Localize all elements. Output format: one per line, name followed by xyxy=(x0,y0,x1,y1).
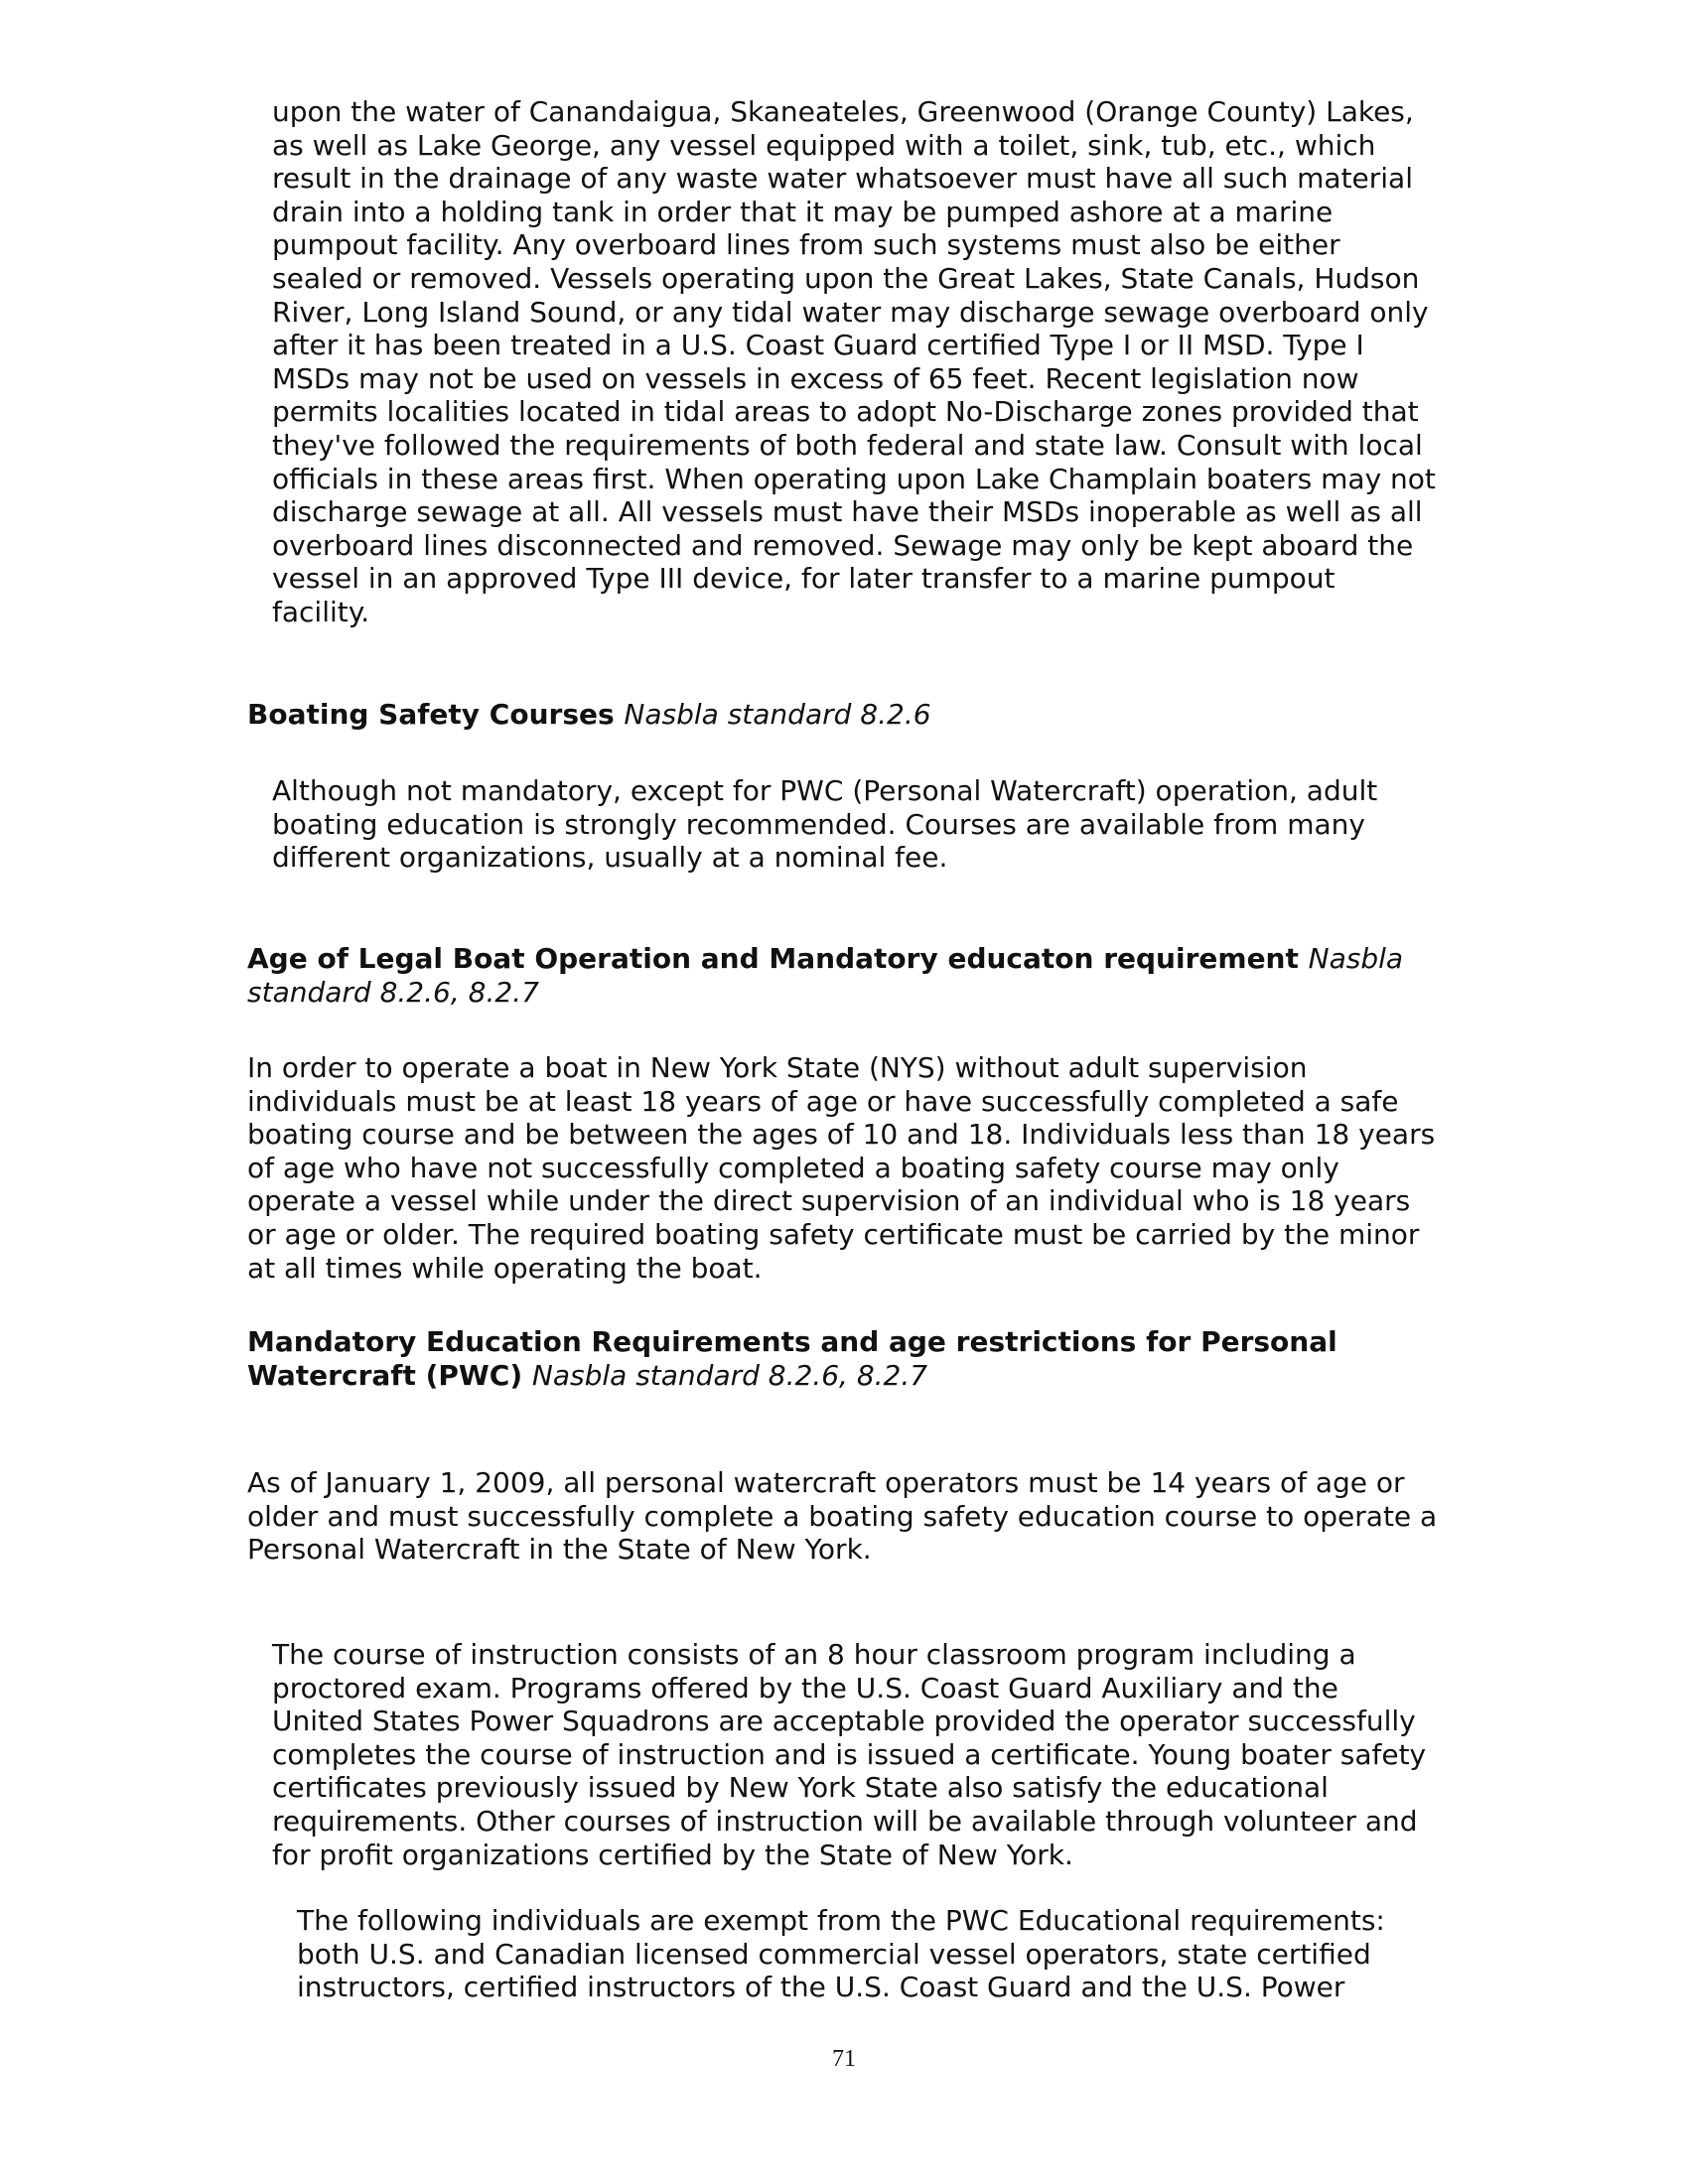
paragraph-course-of-instruction: The course of instruction consists of an 8 hour classroom program including a proctored exam. Programs offered by the U.S. Coast Guard Auxiliary and the United States Power Squadrons are acceptable provided the operator successfully completes the course of instruction and is issued a certificate. Young boater safety certificates previously issued by New York State also satisfy the educational requirements. Other courses of instruction will be available through volunteer and for profit organizations certified by the State of New York. xyxy=(272,1638,1427,1871)
paragraph-pwc-exemptions: The following individuals are exempt from the PWC Educational requirements: both U.S. and Canadian licensed commercial vessel operators, state certified instructors, certified instructors of the U.S. Coast Guard and the U.S. Power xyxy=(297,1904,1385,2004)
heading-legal-boat-operation-age-standard: Nasbla standard 8.2.6, 8.2.7 xyxy=(247,942,1404,1009)
heading-legal-boat-operation-age-title: Age of Legal Boat Operation and Mandatory educaton requirement xyxy=(247,942,1299,975)
paragraph-pwc-operator-age: As of January 1, 2009, all personal watercraft operators must be 14 years of age or older and must successfully complete a boating safety education course to operate a Personal Watercraft in the State of New York. xyxy=(247,1466,1438,1567)
heading-legal-boat-operation-age xyxy=(247,942,1419,1009)
paragraph-sewage-discharge: upon the water of Canandaigua, Skaneateles, Greenwood (Orange County) Lakes, as well as Lake George, any vessel equipped with a toilet, sink, tub, etc., which result in the drainage of any waste water whatsoever must have all such material drain into a holding tank in order that it may be pumped ashore at a marine pumpout facility. Any overboard lines from such systems must also be either sealed or removed. Vessels operating upon the Great Lakes, State Canals, Hudson River, Long Island Sound, or any tidal water may discharge sewage overboard only after it has been treated in a U.S. Coast Guard certified Type I or II MSD. Type I MSDs may not be used on vessels in excess of 65 feet. Recent legislation now permits localities located in tidal areas to adopt No-Discharge zones provided that they've followed the requirements of both federal and state law. Consult with local officials in these areas first. When operating upon Lake Champlain boaters may not discharge sewage at all. All vessels must have their MSDs inoperable as well as all overboard lines disconnected and removed. Sewage may only be kept aboard the vessel in an approved Type III device, for later transfer to a marine pumpout facility. xyxy=(272,95,1436,628)
page-number: 71 xyxy=(832,2046,856,2072)
heading-pwc-education-requirements xyxy=(247,1325,1359,1392)
paragraph-nys-operation-age: In order to operate a boat in New York State (NYS) without adult supervision individuals must be at least 18 years of age or have successfully completed a safe boating course and be between the ages of 10 and 18. Individuals less than 18 years of age who have not successfully completed a boating safety course may only operate a vessel while under the direct supervision of an individual who is 18 years or age or older. The required boating safety certificate must be carried by the minor at all times while operating the boat. xyxy=(247,1051,1436,1285)
heading-boating-safety-courses-standard: Nasbla standard 8.2.6 xyxy=(624,698,931,731)
heading-pwc-education-requirements-standard: Nasbla standard 8.2.6, 8.2.7 xyxy=(531,1358,928,1392)
heading-boating-safety-courses xyxy=(247,698,1459,732)
heading-boating-safety-courses-title: Boating Safety Courses xyxy=(247,698,615,731)
heading-pwc-education-requirements-title: Mandatory Education Requirements and age restrictions for Personal Watercraft (PWC) xyxy=(247,1325,1337,1392)
paragraph-boating-education: Although not mandatory, except for PWC (Personal Watercraft) operation, adult boating education is strongly recommended. Courses are available from many different organizations, usually at a nominal fee. xyxy=(272,774,1378,875)
